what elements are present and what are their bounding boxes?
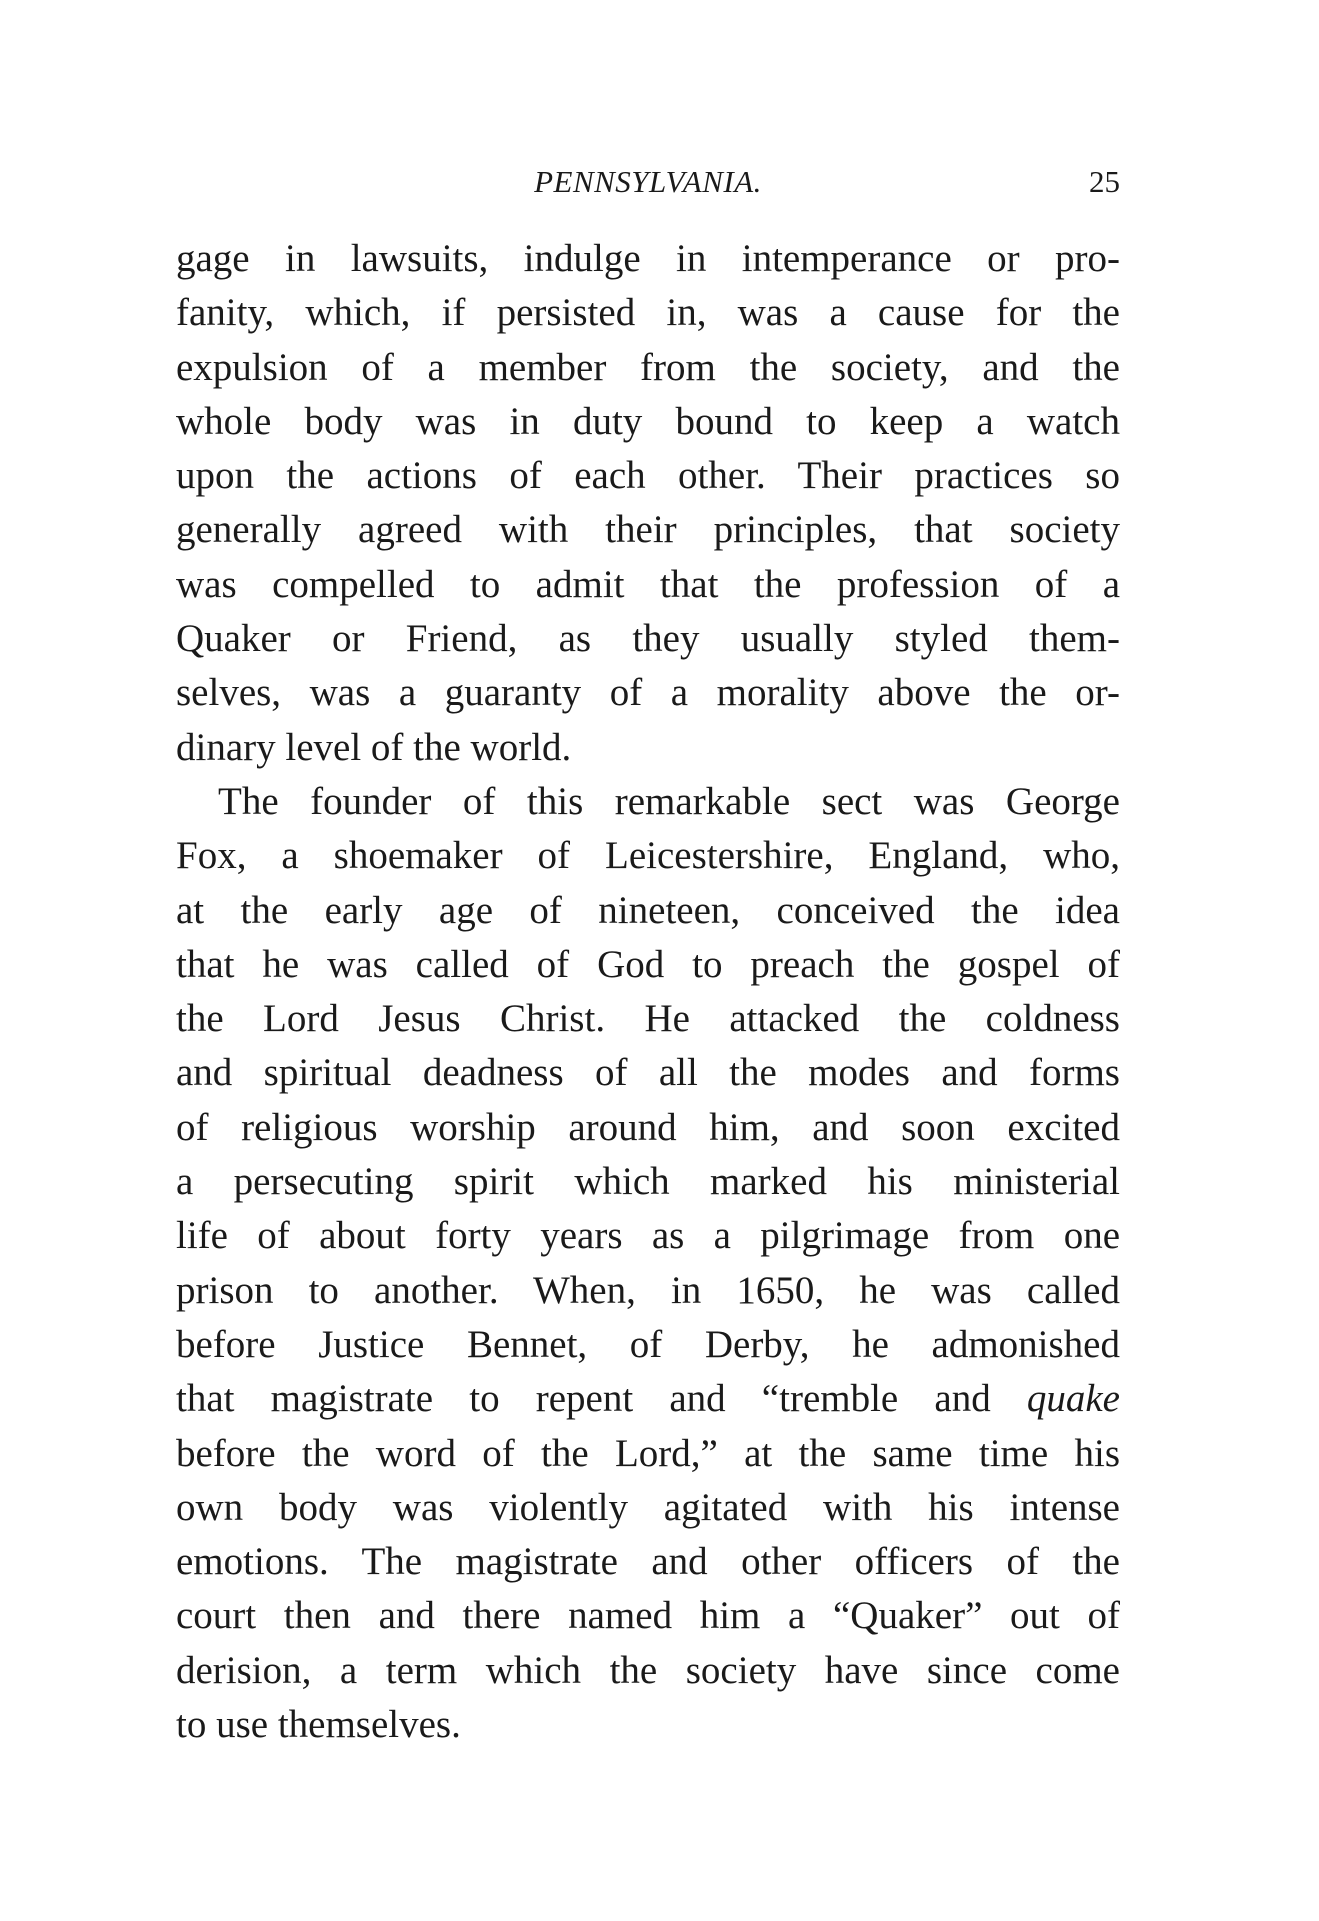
running-title: PENNSYLVANIA. [534, 164, 762, 199]
text-line: whole body was in duty bound to keep a watch [176, 399, 1120, 443]
text-line: The founder of this remarkable sect was George [218, 779, 1120, 823]
text-line: Quaker or Friend, as they usually styled them- [176, 617, 1120, 661]
text-line: before the word of the Lord,” at the same time his [176, 1431, 1120, 1475]
text-line: emotions. The magistrate and other officers of the [176, 1540, 1120, 1584]
text-line: at the early age of nineteen, conceived the idea [176, 888, 1120, 932]
text-line: before Justice Bennet, of Derby, he admonished [176, 1322, 1120, 1366]
text-line: was compelled to admit that the profession of a [176, 562, 1120, 606]
body-text [176, 232, 1120, 1752]
text-line: gage in lawsuits, indulge in intemperance or pro- [176, 237, 1120, 280]
text-line: own body was violently agitated with his intense [176, 1485, 1120, 1529]
text-line: derision, a term which the society have since come [176, 1648, 1120, 1692]
text-line: selves, was a guaranty of a morality above the or- [176, 671, 1120, 715]
text-line: Fox, a shoemaker of Leicestershire, England, who, [176, 834, 1120, 878]
text-segment: that magistrate to repent and “tremble and [176, 1377, 1027, 1421]
text-line: the Lord Jesus Christ. He attacked the coldness [176, 997, 1120, 1041]
italic-word: quake [1026, 1377, 1120, 1421]
text-line: that he was called of God to preach the gospel of [176, 942, 1120, 986]
text-line: and spiritual deadness of all the modes and forms [176, 1051, 1120, 1095]
text-line: of religious worship around him, and soon excited [176, 1105, 1120, 1149]
text-line: dinary level of the world. [176, 725, 572, 769]
text-line: prison to another. When, in 1650, he was called [176, 1268, 1120, 1312]
text-line: expulsion of a member from the society, and the [176, 345, 1120, 389]
text-line: fanity, which, if persisted in, was a cause for the [176, 291, 1120, 335]
text-line: life of about forty years as a pilgrimage from one [176, 1214, 1120, 1258]
text-line: generally agreed with their principles, that society [176, 508, 1120, 552]
text-line: court then and there named him a “Quaker” out of [176, 1594, 1120, 1638]
text-line: to use themselves. [176, 1703, 461, 1747]
text-line: a persecuting spirit which marked his ministerial [176, 1160, 1120, 1204]
text-line: upon the actions of each other. Their practices so [176, 454, 1120, 498]
paragraph-2 [176, 775, 1120, 1752]
paragraph-1 [176, 232, 1120, 775]
text-line-with-italic [176, 1372, 1120, 1426]
page-number: 25 [1089, 164, 1120, 199]
running-head [176, 160, 1120, 204]
